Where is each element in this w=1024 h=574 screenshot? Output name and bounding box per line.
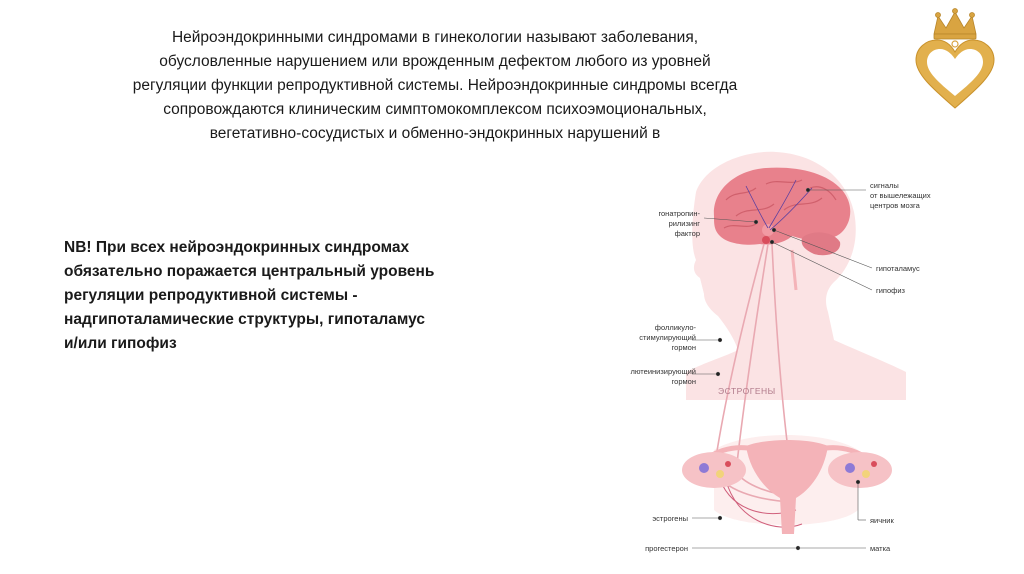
nb-line: и/или гипофиз bbox=[64, 335, 177, 352]
label-signals: сигналы bbox=[870, 181, 899, 190]
intro-line: Нейроэндокринными синдромами в гинекологии называют заболевания, bbox=[171, 29, 699, 46]
nb-line: надгипоталамические структуры, гипоталамус bbox=[64, 311, 425, 328]
label-uterus: матка bbox=[870, 544, 891, 553]
intro-line: обусловленные нарушением или врожденным дефектом любого из уровней bbox=[159, 53, 711, 70]
intro-line: сопровождаются клиническим симптомокомплексом психоэмоциональных, bbox=[163, 101, 707, 118]
intro-paragraph bbox=[40, 26, 830, 146]
label-gnrh: гонатропин- bbox=[658, 209, 700, 218]
label-pituitary: гипофиз bbox=[876, 286, 905, 295]
label-signals: от вышележащих bbox=[870, 191, 931, 200]
nb-line: обязательно поражается центральный уровень bbox=[64, 263, 435, 280]
label-lh: гормон bbox=[671, 377, 696, 386]
label-estrogens: эстрогены bbox=[652, 514, 688, 523]
label-fsh: гормон bbox=[671, 343, 696, 352]
label-lh: лютеинизирующий bbox=[630, 367, 696, 376]
label-fsh: фолликуло- bbox=[654, 323, 696, 332]
ovary-left bbox=[682, 452, 746, 488]
label-fsh: стимулирующий bbox=[639, 333, 696, 342]
label-gnrh: фактор bbox=[674, 229, 700, 238]
crown-heart-logo-icon bbox=[912, 4, 998, 114]
label-ovary: яичник bbox=[870, 516, 894, 525]
nb-line: регуляции репродуктивной системы - bbox=[64, 287, 358, 304]
intro-line: вегетативно-сосудистых и обменно-эндокринных нарушений в bbox=[209, 125, 661, 142]
nb-line: NB! При всех нейроэндокринных синдромах bbox=[64, 239, 410, 256]
nb-note bbox=[64, 236, 504, 356]
label-hypothalamus: гипоталамус bbox=[876, 264, 920, 273]
label-estrogens-center: ЭСТРОГЕНЫ bbox=[718, 386, 776, 396]
intro-line: регуляции функции репродуктивной системы. Нейроэндокринные синдромы всегда bbox=[132, 77, 738, 94]
label-gnrh: рилизинг bbox=[668, 219, 700, 228]
neuroendocrine-regulation-figure bbox=[596, 150, 976, 574]
label-progesterone: прогестерон bbox=[645, 544, 688, 553]
pituitary bbox=[762, 236, 770, 244]
label-signals: центров мозга bbox=[870, 201, 920, 210]
